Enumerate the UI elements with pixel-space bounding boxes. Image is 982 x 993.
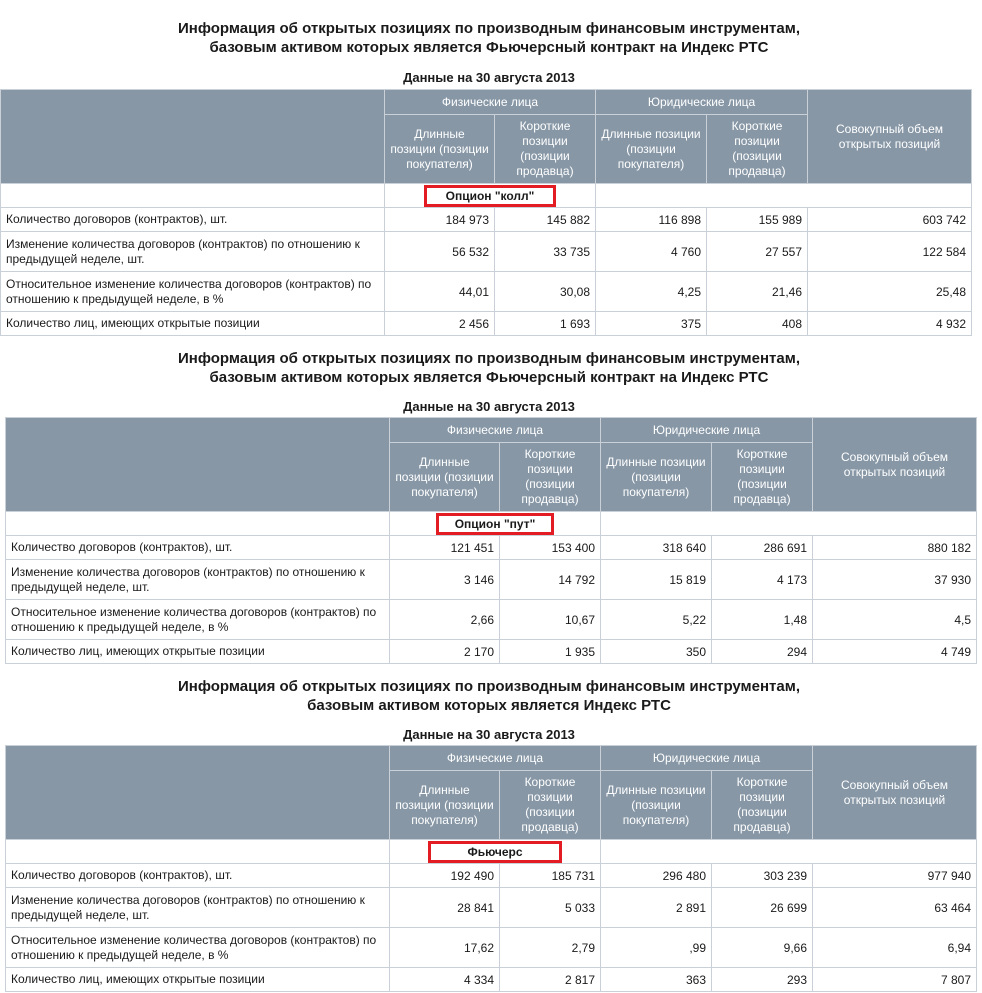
cell-value: 350 [601,640,712,664]
cell-value: 2 891 [601,888,712,928]
header-long: Длинные позиции (позиции покупателя) [390,443,500,512]
header-long: Длинные позиции (позиции покупателя) [390,771,500,840]
cell-value: 1 693 [495,312,596,336]
cell-value: 28 841 [390,888,500,928]
cell-value: 10,67 [500,600,601,640]
instrument-row-blank [6,512,390,536]
cell-value: 27 557 [707,232,808,272]
instrument-label: Опцион "колл" [424,185,556,207]
cell-value: 3 146 [390,560,500,600]
cell-value: 26 699 [712,888,813,928]
table-row [6,560,977,600]
table-row [6,600,977,640]
row-label: Количество лиц, имеющих открытые позиции [6,968,390,992]
cell-value: 14 792 [500,560,601,600]
cell-value: 4 760 [596,232,707,272]
row-label: Количество договоров (контрактов), шт. [6,536,390,560]
section-title [0,349,978,387]
header-blank [6,746,390,840]
header-short: Короткие позиции (позиции продавца) [495,115,596,184]
row-label: Количество договоров (контрактов), шт. [6,864,390,888]
cell-value: 4 932 [808,312,972,336]
title-line-2: базовым активом которых является Фьючерсный контракт на Индекс РТС [209,369,769,386]
row-label: Относительное изменение количества договоров (контрактов) по отношению к предыдущей неделе, в % [6,600,390,640]
instrument-row-blank [601,840,977,864]
cell-value: 296 480 [601,864,712,888]
section-title [0,19,978,57]
cell-value: 37 930 [813,560,977,600]
instrument-row-blank [601,512,977,536]
cell-value: 30,08 [495,272,596,312]
cell-value: 603 742 [808,208,972,232]
table-row [6,888,977,928]
section-put [0,330,982,665]
cell-value: 5,22 [601,600,712,640]
instrument-row-blank [1,184,385,208]
cell-value: 375 [596,312,707,336]
header-long: Длинные позиции (позиции покупателя) [596,115,707,184]
row-label: Изменение количества договоров (контрактов) по отношению к предыдущей неделе, шт. [6,560,390,600]
cell-value: 4,25 [596,272,707,312]
section-call [0,0,982,340]
cell-value: 5 033 [500,888,601,928]
cell-value: 408 [707,312,808,336]
header-total: Совокупный объем открытых позиций [813,746,977,840]
cell-value: 25,48 [808,272,972,312]
header-short: Короткие позиции (позиции продавца) [500,771,601,840]
cell-value: 1 935 [500,640,601,664]
cell-value: 294 [712,640,813,664]
instrument-row [385,184,596,208]
cell-value: ,99 [601,928,712,968]
date-label: Данные на 30 августа 2013 [403,727,575,742]
cell-value: 185 731 [500,864,601,888]
header-physical: Физические лица [390,746,601,771]
instrument-row [390,512,601,536]
table-row [1,272,972,312]
header-physical: Физические лица [385,90,596,115]
cell-value: 977 940 [813,864,977,888]
cell-value: 6,94 [813,928,977,968]
header-total: Совокупный объем открытых позиций [808,90,972,184]
cell-value: 2 817 [500,968,601,992]
instrument-label: Фьючерс [428,841,562,863]
cell-value: 2 170 [390,640,500,664]
positions-table [5,745,977,992]
cell-value: 2,66 [390,600,500,640]
cell-value: 7 807 [813,968,977,992]
header-long: Длинные позиции (позиции покупателя) [601,443,712,512]
cell-value: 2 456 [385,312,495,336]
header-total: Совокупный объем открытых позиций [813,418,977,512]
cell-value: 145 882 [495,208,596,232]
header-long: Длинные позиции (позиции покупателя) [385,115,495,184]
header-blank [1,90,385,184]
cell-value: 15 819 [601,560,712,600]
cell-value: 44,01 [385,272,495,312]
cell-value: 155 989 [707,208,808,232]
cell-value: 184 973 [385,208,495,232]
header-legal: Юридические лица [601,418,813,443]
table-row [6,864,977,888]
title-line-2: базовым активом которых является Индекс РТС [307,697,671,714]
cell-value: 63 464 [813,888,977,928]
table-row [6,928,977,968]
header-short: Короткие позиции (позиции продавца) [712,443,813,512]
cell-value: 17,62 [390,928,500,968]
title-line-1: Информация об открытых позициях по производным финансовым инструментам, [177,350,801,367]
cell-value: 122 584 [808,232,972,272]
title-line-1: Информация об открытых позициях по производным финансовым инструментам, [177,20,801,37]
cell-value: 363 [601,968,712,992]
header-legal: Юридические лица [601,746,813,771]
cell-value: 56 532 [385,232,495,272]
header-long: Длинные позиции (позиции покупателя) [601,771,712,840]
header-short: Короткие позиции (позиции продавца) [712,771,813,840]
title-line-2: базовым активом которых является Фьючерсный контракт на Индекс РТС [209,39,769,56]
positions-table [0,89,972,336]
title-line-1: Информация об открытых позициях по производным финансовым инструментам, [177,678,801,695]
cell-value: 4,5 [813,600,977,640]
cell-value: 4 334 [390,968,500,992]
cell-value: 21,46 [707,272,808,312]
cell-value: 293 [712,968,813,992]
section-title [0,677,978,715]
header-blank [6,418,390,512]
cell-value: 303 239 [712,864,813,888]
row-label: Количество лиц, имеющих открытые позиции [6,640,390,664]
row-label: Относительное изменение количества договоров (контрактов) по отношению к предыдущей неделе, в % [1,272,385,312]
cell-value: 192 490 [390,864,500,888]
row-label: Количество лиц, имеющих открытые позиции [1,312,385,336]
header-physical: Физические лица [390,418,601,443]
cell-value: 153 400 [500,536,601,560]
header-legal: Юридические лица [596,90,808,115]
section-futures [0,658,982,993]
cell-value: 33 735 [495,232,596,272]
row-label: Изменение количества договоров (контрактов) по отношению к предыдущей неделе, шт. [1,232,385,272]
cell-value: 286 691 [712,536,813,560]
cell-value: 318 640 [601,536,712,560]
row-label: Изменение количества договоров (контрактов) по отношению к предыдущей неделе, шт. [6,888,390,928]
cell-value: 9,66 [712,928,813,968]
header-short: Короткие позиции (позиции продавца) [707,115,808,184]
instrument-row [390,840,601,864]
instrument-row-blank [6,840,390,864]
cell-value: 880 182 [813,536,977,560]
cell-value: 1,48 [712,600,813,640]
cell-value: 121 451 [390,536,500,560]
cell-value: 2,79 [500,928,601,968]
cell-value: 116 898 [596,208,707,232]
row-label: Относительное изменение количества договоров (контрактов) по отношению к предыдущей неделе, в % [6,928,390,968]
cell-value: 4 749 [813,640,977,664]
header-short: Короткие позиции (позиции продавца) [500,443,601,512]
table-row [6,968,977,992]
table-row [1,232,972,272]
cell-value: 4 173 [712,560,813,600]
table-row [6,536,977,560]
positions-table [5,417,977,664]
date-label: Данные на 30 августа 2013 [403,399,575,414]
instrument-label: Опцион "пут" [436,513,554,535]
instrument-row-blank [596,184,972,208]
table-row [1,208,972,232]
date-label: Данные на 30 августа 2013 [403,70,575,85]
row-label: Количество договоров (контрактов), шт. [1,208,385,232]
